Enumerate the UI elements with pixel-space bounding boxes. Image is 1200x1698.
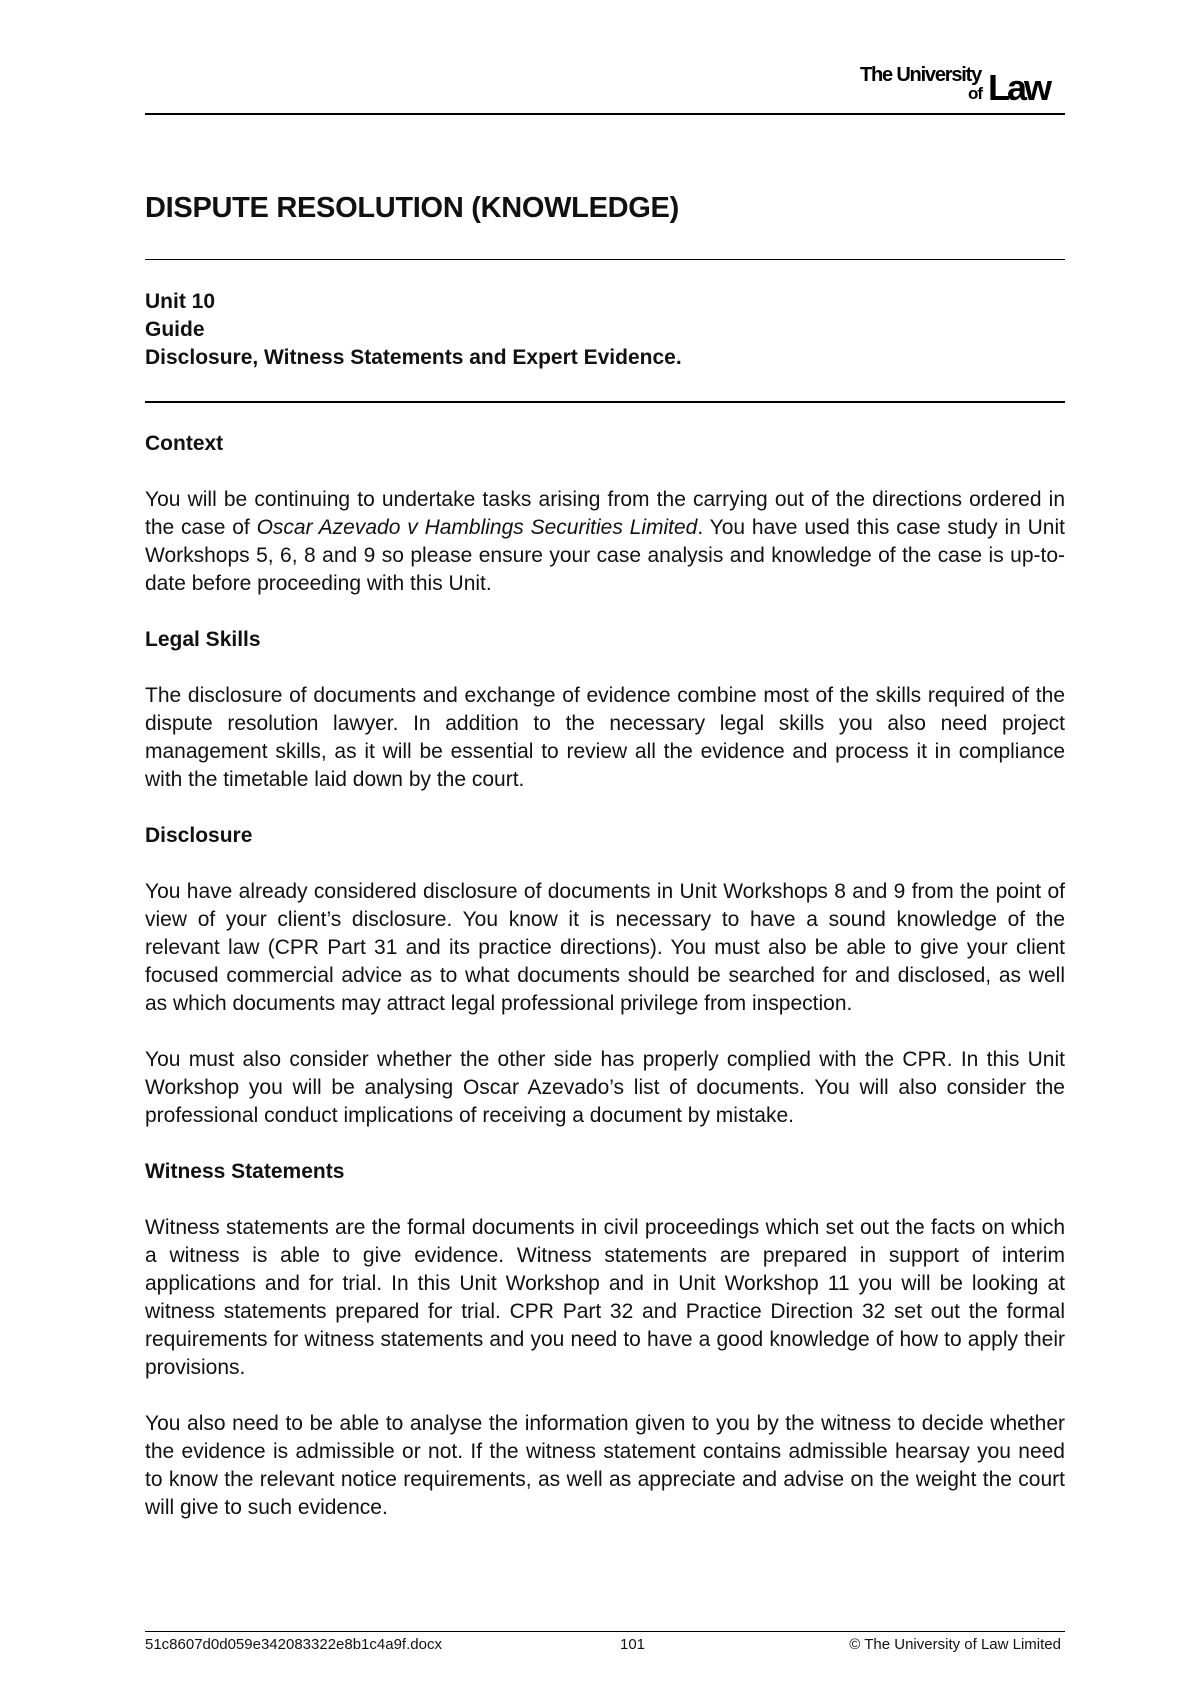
logo-text-the-university: The University bbox=[860, 64, 982, 86]
main-content bbox=[145, 430, 1065, 1522]
footer-page-number: 101 bbox=[620, 1636, 646, 1653]
disclosure-paragraph-1: You have already considered disclosure of documents in Unit Workshops 8 and 9 from the point of view of your client’s disclosure. You know it is necessary to have a sound knowledge of the relevant law (CPR Part 31 and its practice directions). You must also be able to give your client focused commercial advice as to what documents should be searched for and disclosed, as well as which documents may attract legal professional privilege from inspection. bbox=[145, 880, 1065, 1015]
case-name: Oscar Azevado v Hamblings Securities Limited bbox=[256, 516, 698, 539]
document-title: DISPUTE RESOLUTION (KNOWLEDGE) bbox=[145, 192, 679, 224]
footer-copyright: © The University of Law Limited bbox=[849, 1636, 1061, 1653]
university-of-law-logo bbox=[860, 64, 1070, 106]
logo-text-law: Law bbox=[988, 67, 1050, 108]
section-heading-legal-skills: Legal Skills bbox=[145, 628, 261, 651]
context-text-before: You will be continuing to undertake tasks arising from the carrying out of the directions ordered in the case of bbox=[145, 488, 1065, 539]
section-heading-context: Context bbox=[145, 432, 224, 455]
unit-divider bbox=[145, 401, 1065, 403]
context-text-after: . You have used this case study in Unit Workshops 5, 6, 8 and 9 so please ensure your case analysis and knowledge of the case is up-to-date before proceeding with this Unit. bbox=[145, 516, 1065, 595]
header-divider bbox=[145, 113, 1065, 115]
witness-paragraph-1: Witness statements are the formal documents in civil proceedings which set out the facts on which a witness is able to give evidence. Witness statements are prepared in support of interim applications and for trial. In this Unit Workshop and in Unit Workshop 11 you will be looking at witness statements prepared for trial. CPR Part 32 and Practice Direction 32 set out the formal requirements for witness statements and you need to have a good knowledge of how to apply their provisions. bbox=[145, 1216, 1065, 1379]
footer-filename: 51c8607d0d059e342083322e8b1c4a9f.docx bbox=[145, 1636, 442, 1653]
witness-paragraph-2: You also need to be able to analyse the information given to you by the witness to decide whether the evidence is admissible or not. If the witness statement contains admissible hearsay you need to know the relevant notice requirements, as well as appreciate and advise on the weight the court will give to such evidence. bbox=[145, 1412, 1065, 1519]
section-heading-disclosure: Disclosure bbox=[145, 824, 253, 847]
disclosure-paragraph-2: You must also consider whether the other side has properly complied with the CPR. In this Unit Workshop you will be analysing Oscar Azevado’s list of documents. You will also consider the professional conduct implications of receiving a document by mistake. bbox=[145, 1048, 1065, 1127]
unit-type: Guide bbox=[145, 318, 205, 341]
unit-info bbox=[145, 288, 682, 372]
context-paragraph bbox=[145, 486, 1065, 598]
unit-subject: Disclosure, Witness Statements and Expert Evidence. bbox=[145, 346, 682, 369]
footer-divider bbox=[145, 1631, 1065, 1632]
legal-skills-paragraph: The disclosure of documents and exchange of evidence combine most of the skills required of the dispute resolution lawyer. In addition to the necessary legal skills you also need project management skills, as it will be essential to review all the evidence and process it in compliance with the timetable laid down by the court. bbox=[145, 684, 1065, 791]
unit-number: Unit 10 bbox=[145, 290, 216, 313]
logo-text-of: of bbox=[968, 84, 983, 103]
title-divider bbox=[145, 259, 1065, 260]
section-heading-witness-statements: Witness Statements bbox=[145, 1160, 345, 1183]
